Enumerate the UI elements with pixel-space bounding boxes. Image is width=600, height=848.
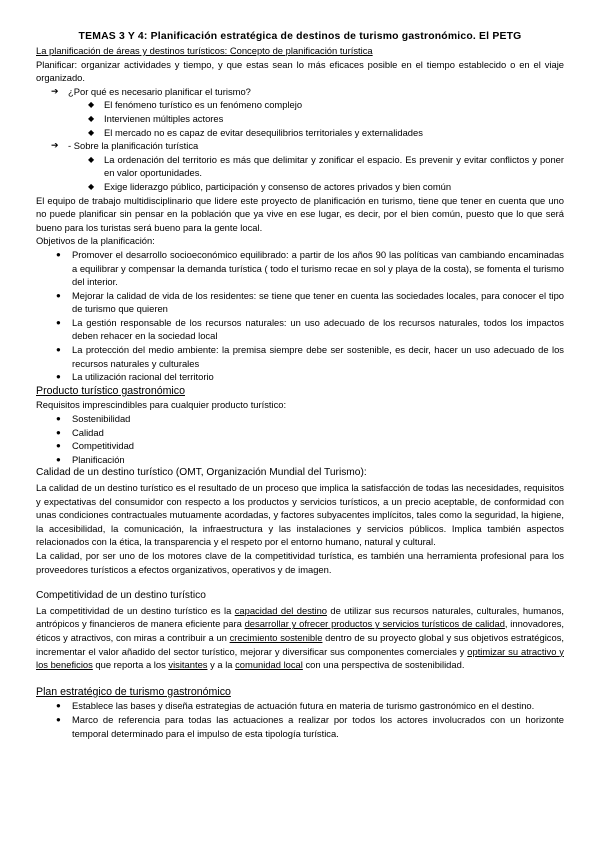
question-text: ¿Por qué es necesario planificar el turismo? [68,85,251,97]
list-item-text: Mejorar la calidad de vida de los residentes: se tiene que tener en cuenta las sociedades locales, para conocer el tipo de turismo que quieren [72,289,564,315]
question-2-subitems [36,153,564,194]
text-run: con una perspectiva de sostenibilidad. [302,659,465,671]
text-run: de utilizar sus recursos naturales, culturales, humanos, antrópicos y financieros de manera eficiente para [36,604,564,630]
list-item [36,98,564,112]
question-text: - Sobre la planificación turística [68,140,199,152]
plan-list [36,699,564,740]
planificar-definition: Planificar: organizar actividades y tiempo, y que estas sean lo más eficaces posible en el tiempo establecido o en el viaje organizado. [36,58,564,84]
list-item-text: La ordenación del territorio es más que delimitar y zonificar el espacio. Es prevenir y evitar conflictos y poner en valor oportunidades. [104,153,564,179]
bullet-icon: ● [56,414,61,424]
document-title: TEMAS 3 Y 4: Planificación estratégica de destinos de turismo gastronómico. El PETG [78,31,522,42]
arrow-icon: ➔ [51,140,59,151]
question-item [36,139,564,153]
calidad-paragraph-1: La calidad de un destino turístico es el resultado de un proceso que implica la satisfacción de todas las necesidades, requisitos y expectativas del consumidor con respecto a los productos y servicios turísticos, a un precio aceptable, de conformidad con unas condiciones contractuales mutuamente acordadas, y factores subyacentes implícitos, tales como la seguridad, la higiene, la accesibilidad, la comunicación, la infraestructura y las instalaciones y servicios públicos. Implica también aspectos relacionados con la ética, la transparencia y el respeto por el entorno humano, natural y cultural. [36,482,564,548]
list-item [36,126,564,140]
list-item-text: Establece las bases y diseña estrategias de actuación futura en materia de turismo gastronómico en el destino. [72,700,535,712]
underlined-term: comunidad local [235,659,303,671]
list-item-text: La utilización racional del territorio [72,371,214,383]
list-item [36,248,564,289]
section-heading-planificacion: La planificación de áreas y destinos turísticos: Concepto de planificación turística [36,45,373,56]
spacer [36,672,564,685]
underlined-term: visitantes [168,659,208,671]
underlined-term: capacidad del destino [234,604,328,616]
diamond-icon: ◆ [88,127,95,137]
diamond-icon: ◆ [88,113,95,123]
calidad-heading: Calidad de un destino turístico (OMT, Organización Mundial del Turismo): [36,467,367,479]
list-item-text: Exige liderazgo público, participación y consenso de actores privados y bien común [104,180,452,192]
list-item [36,699,564,713]
question-list-1 [36,85,564,99]
list-item [36,453,564,467]
equipo-paragraph: El equipo de trabajo multidisciplinario que lidere este proyecto de planificación en turismo, tiene que tener en cuenta que uno no puede planificar sin pensar en la población que ya vive en ese lugar, es decir, por el bien común, puesto que lo que será bueno para los turistas será bueno para la gente local. [36,194,564,233]
text-run: que reporta a los [92,659,169,671]
bullet-icon: ● [56,427,61,437]
list-item [36,112,564,126]
list-item [36,316,564,343]
section-heading-producto: Producto turístico gastronómico [36,384,185,397]
question-list-2 [36,139,564,153]
bullet-icon: ● [56,454,61,464]
competitividad-paragraph [36,604,564,672]
list-item [36,343,564,370]
arrow-icon: ➔ [51,85,59,96]
diamond-icon: ◆ [88,100,95,110]
bullet-icon: ● [56,317,61,327]
competitividad-heading: Competitividad de un destino turístico [36,590,206,602]
list-item [36,439,564,453]
list-item-text: Calidad [72,426,104,438]
list-item-text: La gestión responsable de los recursos naturales: un uso adecuado de los recursos naturales, todos los impactos deben rehacer en la sociedad local [72,316,564,342]
list-item-text: Planificación [72,453,125,465]
objetivos-heading: Objetivos de la planificación: [36,235,155,247]
text-run: , innovadores, éticos y atractivos, con miras a contribuir a un [36,618,564,643]
list-item-text: Sostenibilidad [72,413,131,425]
text-run: dentro de su proyecto global y sus objetivos estratégicos, incrementar el valor añadido del sector turístico, mejorar y diversificar sus componentes comerciales y [36,631,564,657]
bullet-icon: ● [56,701,61,711]
bullet-icon: ● [56,441,61,451]
underlined-term: desarrollar y ofrecer productos y servicios turísticos de calidad [244,618,505,630]
list-item-text: El mercado no es capaz de evitar desequilibrios territoriales y externalidades [104,126,423,138]
section-heading-plan: Plan estratégico de turismo gastronómico [36,685,231,698]
text-run: La competitividad de un destino turístico es la [36,604,235,616]
list-item [36,412,564,426]
list-item [36,153,564,180]
underlined-term: optimizar su atractivo y los beneficios [36,645,564,671]
list-item-text: Promover el desarrollo socioeconómico equilibrado: a partir de los años 90 las políticas van cambiando encaminadas a equilibrar y compensar la demanda turística ( todo el turismo recae en sol y playa de la costa), se fomenta el turismo del interior. [72,248,564,288]
list-item [36,713,564,740]
list-item-text: La protección del medio ambiente: la premisa siempre debe ser sostenible, es decir, hacer un uso adecuado de los recursos naturales y culturales [72,344,564,369]
bullet-icon: ● [56,249,61,259]
bullet-icon: ● [56,345,61,355]
question-1-subitems [36,98,564,139]
document-page [36,30,564,740]
underlined-term: crecimiento sostenible [229,631,323,643]
list-item [36,426,564,440]
list-item [36,180,564,194]
question-item [36,85,564,99]
bullet-icon: ● [56,290,61,300]
requisitos-intro: Requisitos imprescindibles para cualquier producto turístico: [36,399,287,411]
bullet-icon: ● [56,372,61,382]
list-item [36,370,564,384]
text-run: y a la [207,659,236,671]
objetivos-list [36,248,564,384]
diamond-icon: ◆ [88,154,95,164]
diamond-icon: ◆ [88,181,95,191]
list-item-text: Marco de referencia para todas las actuaciones a realizar por todos los actores involucrados con un horizonte temporal determinado para el impulso de esta tipología turística. [72,713,564,739]
list-item [36,289,564,316]
list-item-text: Intervienen múltiples actores [104,112,224,124]
calidad-paragraph-2: La calidad, por ser uno de los motores clave de la competitividad turística, es también una herramienta profesional para los proveedores turísticos a efectos organizativos, operativos y de imagen. [36,549,564,575]
spacer [36,576,564,589]
list-item-text: El fenómeno turístico es un fenómeno complejo [104,99,303,111]
bullet-icon: ● [56,714,61,724]
list-item-text: Competitividad [72,440,135,452]
requisitos-list [36,412,564,466]
